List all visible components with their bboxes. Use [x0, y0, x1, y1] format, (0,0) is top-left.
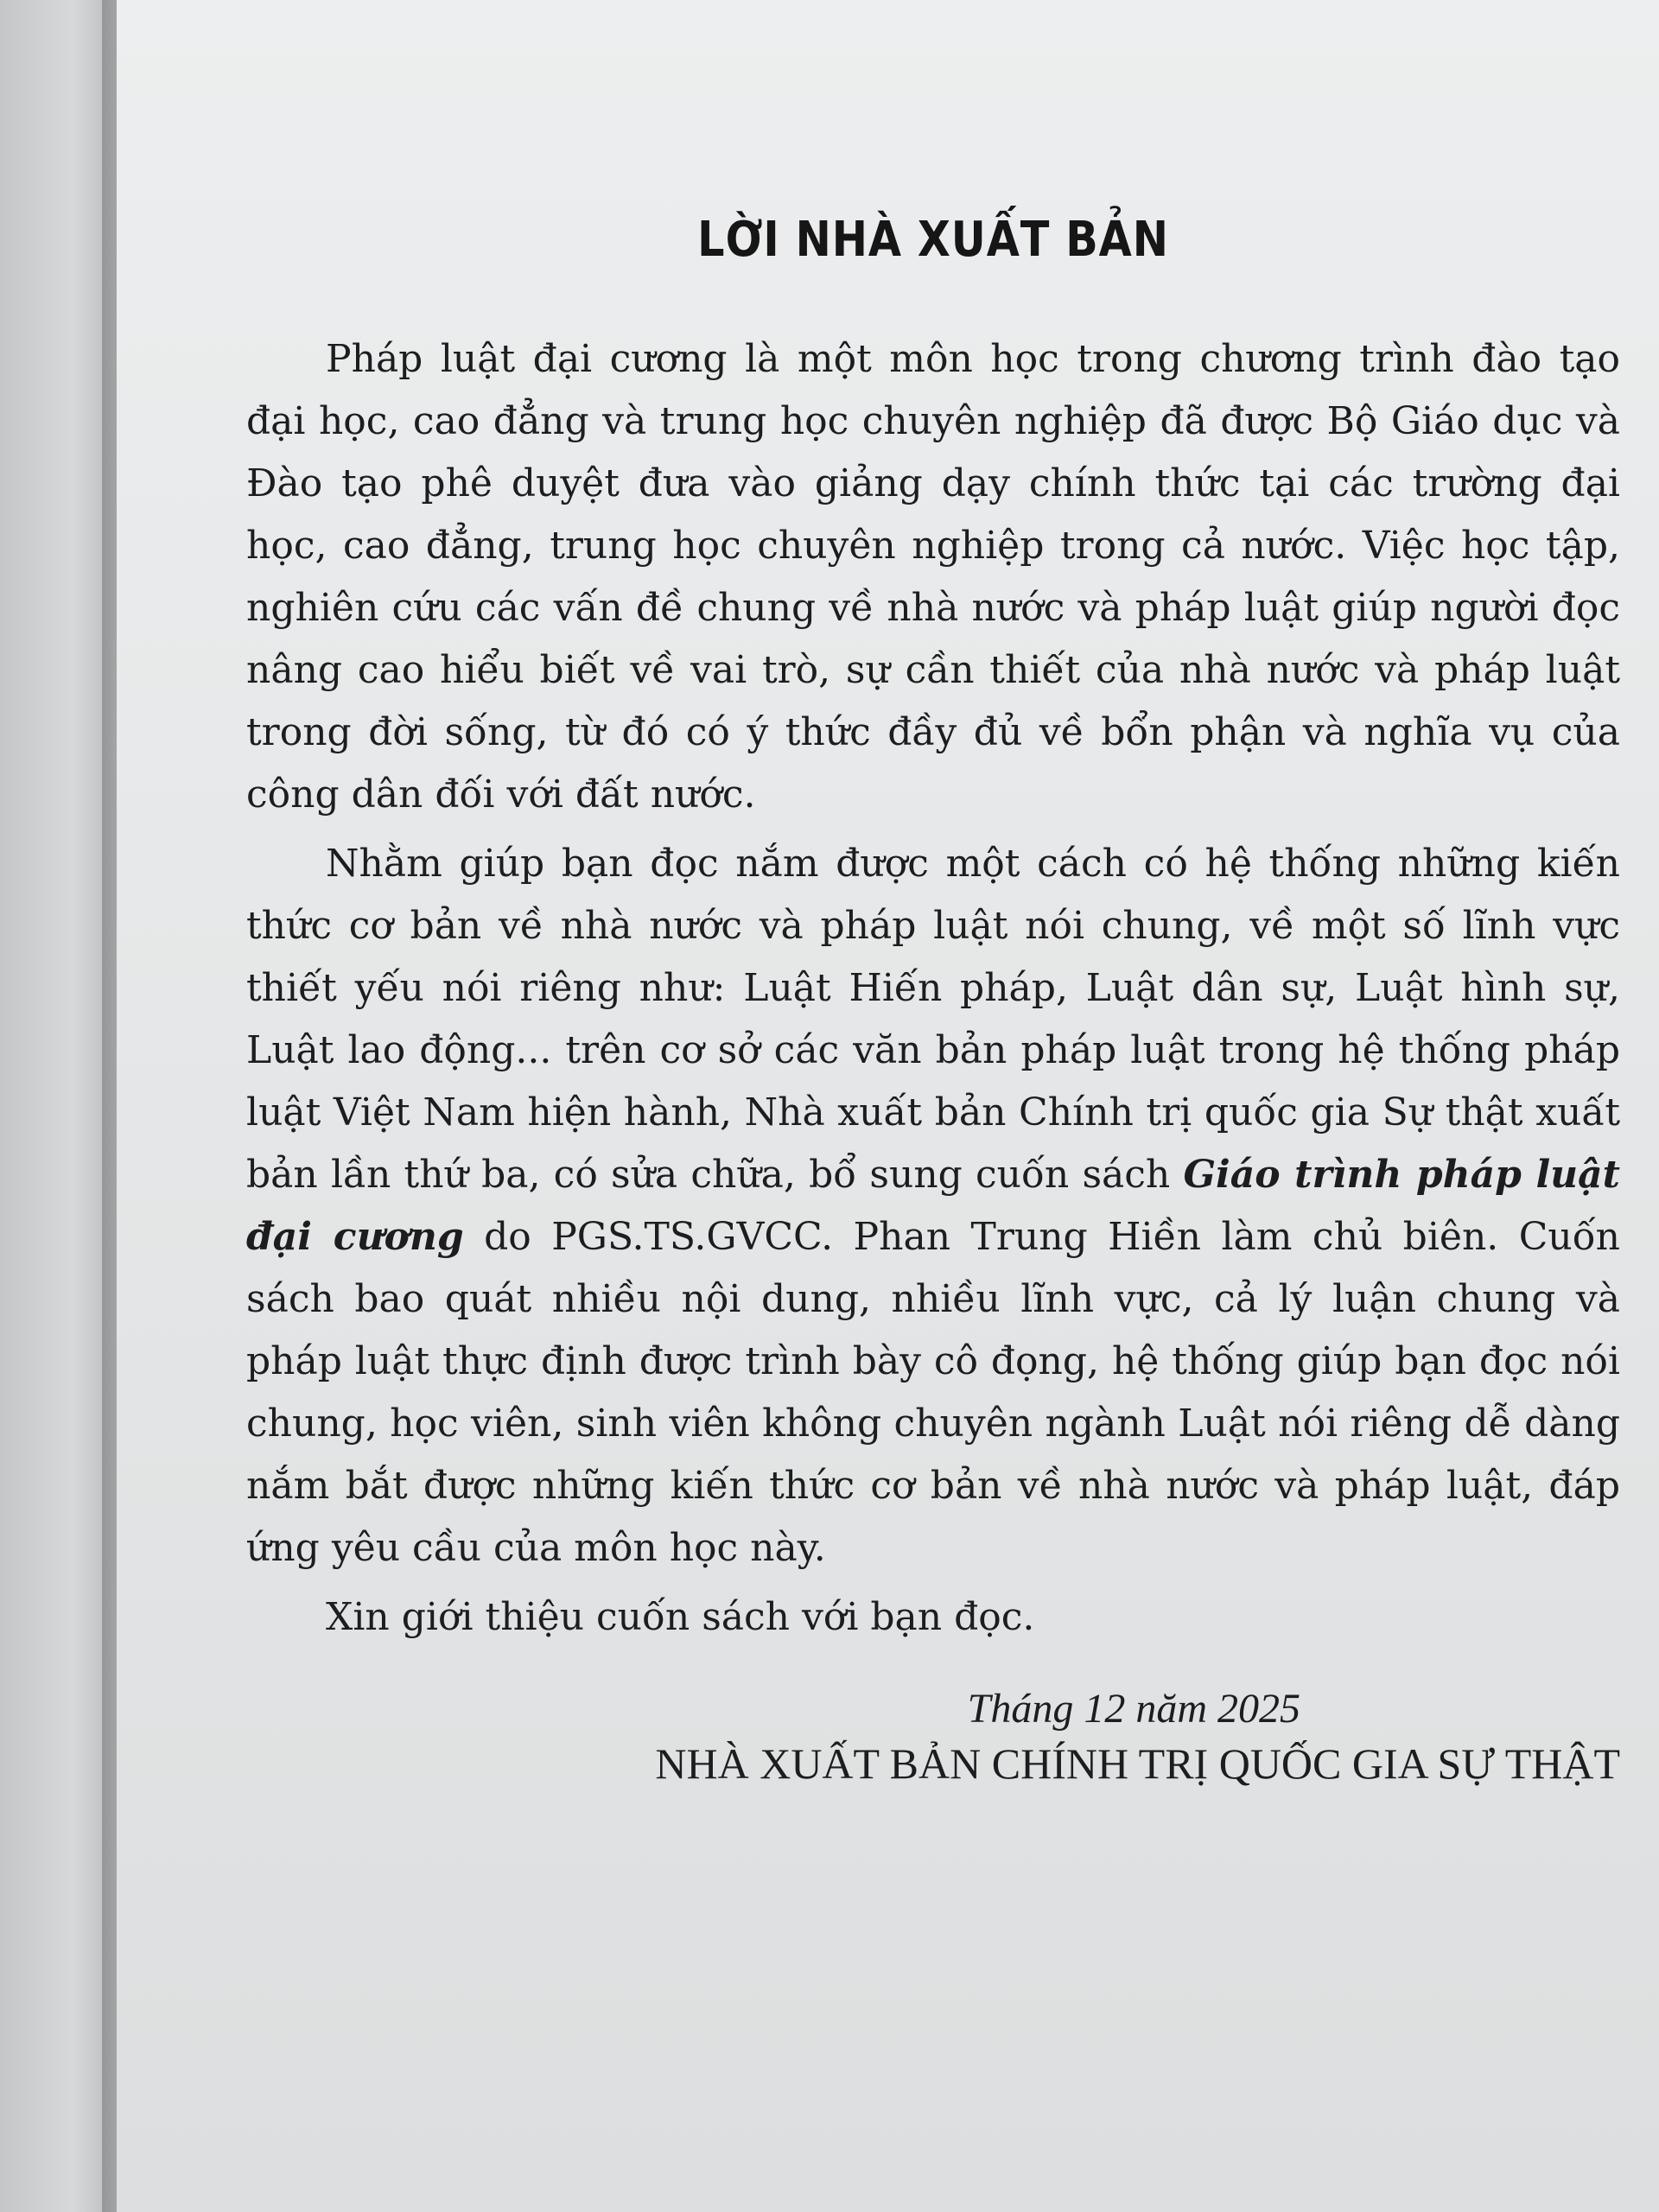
signature-date: Tháng 12 năm 2025: [967, 1686, 1300, 1732]
book-title: Giáo trình pháp luật đại cương: [246, 1153, 1620, 1259]
paragraph-1: Pháp luật đại cương là một môn học trong chương trình đào tạo đại học, cao đẳng và trung học chuyên nghiệp đã được Bộ Giáo dục và Đào tạo phê duyệt đưa vào giảng dạy chính thức tại các trường đại học, cao đẳng, trung học chuyên nghiệp trong cả nước. Việc học tập, nghiên cứu các vấn đề chung về nhà nước và pháp luật giúp người đọc nâng cao hiểu biết về vai trò, sự cần thiết của nhà nước và pháp luật trong đời sống, từ đó có ý thức đầy đủ về bổn phận và nghĩa vụ của công dân đối với đất nước.: [246, 337, 1620, 817]
paragraph-2-after: do PGS.TS.GVCC. Phan Trung Hiền làm chủ biên. Cuốn sách bao quát nhiều nội dung, nhiều lĩnh vực, cả lý luận chung và pháp luật thực định được trình bày cô đọng, hệ thống giúp bạn đọc nói chung, học viên, sinh viên không chuyên ngành Luật nói riêng dễ dàng nắm bắt được những kiến thức cơ bản về nhà nước và pháp luật, đáp ứng yêu cầu của môn học này.: [246, 1215, 1620, 1570]
paragraph-2: [246, 833, 1620, 1580]
book-page: [117, 0, 1659, 2212]
page-title: LỜI NHÀ XUẤT BẢN: [697, 212, 1169, 268]
closing-line: Xin giới thiệu cuốn sách với bạn đọc.: [326, 1595, 1035, 1639]
publisher-signature: NHÀ XUẤT BẢN CHÍNH TRỊ QUỐC GIA SỰ THẬT: [655, 1739, 1620, 1788]
paragraph-2-before: Nhằm giúp bạn đọc nắm được một cách có hệ thống những kiến thức cơ bản về nhà nước và pháp luật nói chung, về một số lĩnh vực thiết yếu nói riêng như: Luật Hiến pháp, Luật dân sự, Luật hình sự, Luật lao động... trên cơ sở các văn bản pháp luật trong hệ thống pháp luật Việt Nam hiện hành, Nhà xuất bản Chính trị quốc gia Sự thật xuất bản lần thứ ba, có sửa chữa, bổ sung cuốn sách: [246, 842, 1620, 1197]
page-content: [246, 212, 1620, 1792]
